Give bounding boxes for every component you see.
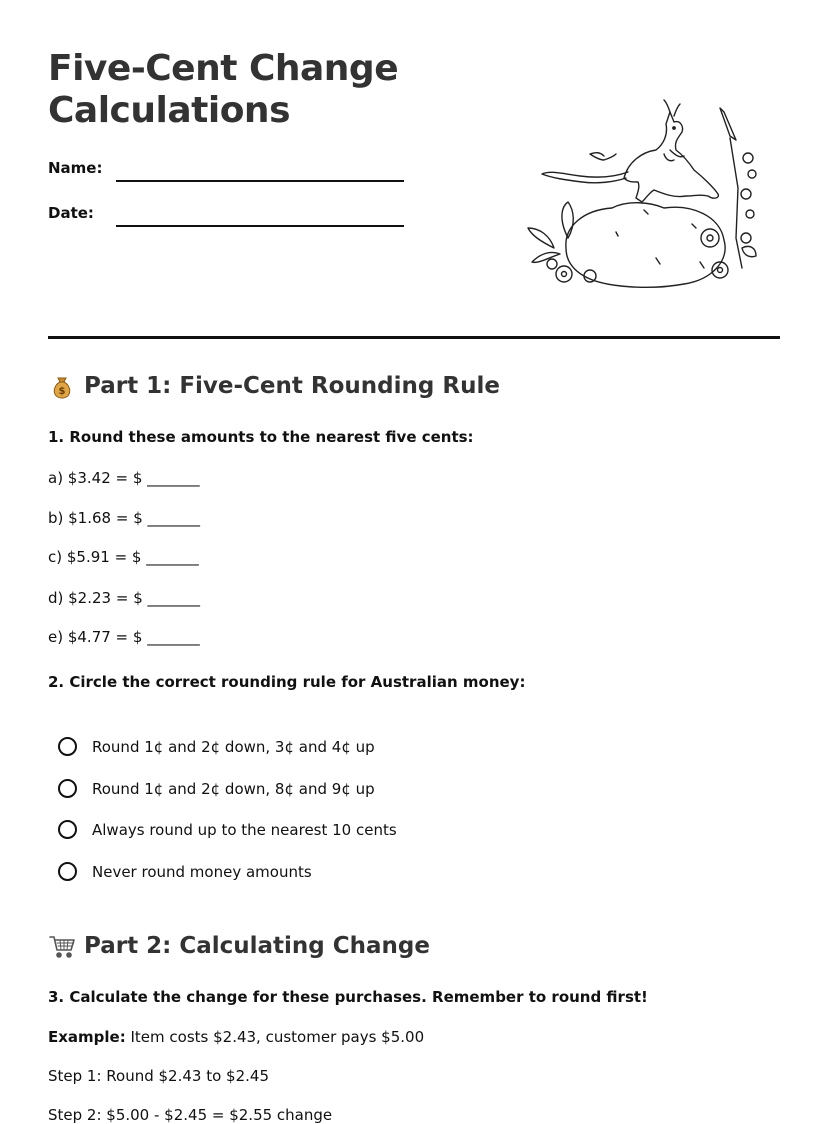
step-2: Step 2: $5.00 - $2.45 = $2.55 change (48, 1106, 333, 1124)
rounding-item-d: d) $2.23 = $ _______ (48, 589, 200, 607)
part1-heading (48, 372, 500, 400)
part2-heading (48, 932, 430, 960)
rock-crack (616, 210, 704, 268)
rounding-item-a: a) $3.42 = $ _______ (48, 469, 200, 487)
part1-heading-text: Part 1: Five-Cent Rounding Rule (84, 373, 500, 399)
plant-stalk (720, 108, 742, 268)
option-4-label: Never round money amounts (92, 862, 312, 881)
option-circle[interactable] (58, 737, 77, 756)
kangaroo-body (624, 112, 718, 202)
rock-shape (566, 203, 725, 288)
money-bag-icon (48, 372, 76, 400)
name-line[interactable] (116, 180, 404, 182)
rounding-item-c: c) $5.91 = $ _______ (48, 548, 199, 566)
question-2: 2. Circle the correct rounding rule for Australian money: (48, 673, 526, 691)
kangaroo-tail (542, 172, 628, 183)
option-2-label: Round 1¢ and 2¢ down, 8¢ and 9¢ up (92, 779, 375, 798)
option-3-label: Always round up to the nearest 10 cents (92, 820, 397, 839)
kangaroo-illustration (524, 98, 764, 294)
date-line[interactable] (116, 225, 404, 227)
option-1[interactable] (58, 737, 375, 756)
date-label: Date: (48, 204, 94, 222)
worksheet-title: Five-Cent Change Calculations (48, 48, 399, 131)
flower-group-left (528, 202, 596, 282)
kangaroo-ear (664, 100, 680, 116)
question-1: 1. Round these amounts to the nearest five cents: (48, 428, 474, 446)
question-3: 3. Calculate the change for these purchases. Remember to round first! (48, 988, 648, 1006)
rounding-item-b: b) $1.68 = $ _______ (48, 509, 200, 527)
shopping-cart-icon (48, 932, 76, 960)
example-label: Example: (48, 1028, 126, 1046)
name-label: Name: (48, 159, 103, 177)
option-2[interactable] (58, 779, 375, 798)
part2-heading-text: Part 2: Calculating Change (84, 933, 430, 959)
example-text: Item costs $2.43, customer pays $5.00 (125, 1028, 425, 1046)
option-1-label: Round 1¢ and 2¢ down, 3¢ and 4¢ up (92, 737, 375, 756)
flower-group-right (701, 153, 756, 278)
kangaroo-arm (664, 150, 684, 161)
step-1: Step 1: Round $2.43 to $2.45 (48, 1067, 269, 1085)
option-3[interactable] (58, 820, 397, 839)
section-divider (48, 336, 780, 339)
option-circle[interactable] (58, 820, 77, 839)
kangaroo-front-leg (590, 153, 616, 160)
example-line (48, 1028, 424, 1046)
option-circle[interactable] (58, 862, 77, 881)
rounding-item-e: e) $4.77 = $ _______ (48, 628, 200, 646)
option-4[interactable] (58, 862, 312, 881)
option-circle[interactable] (58, 779, 77, 798)
svg-text:$: $ (58, 386, 66, 397)
